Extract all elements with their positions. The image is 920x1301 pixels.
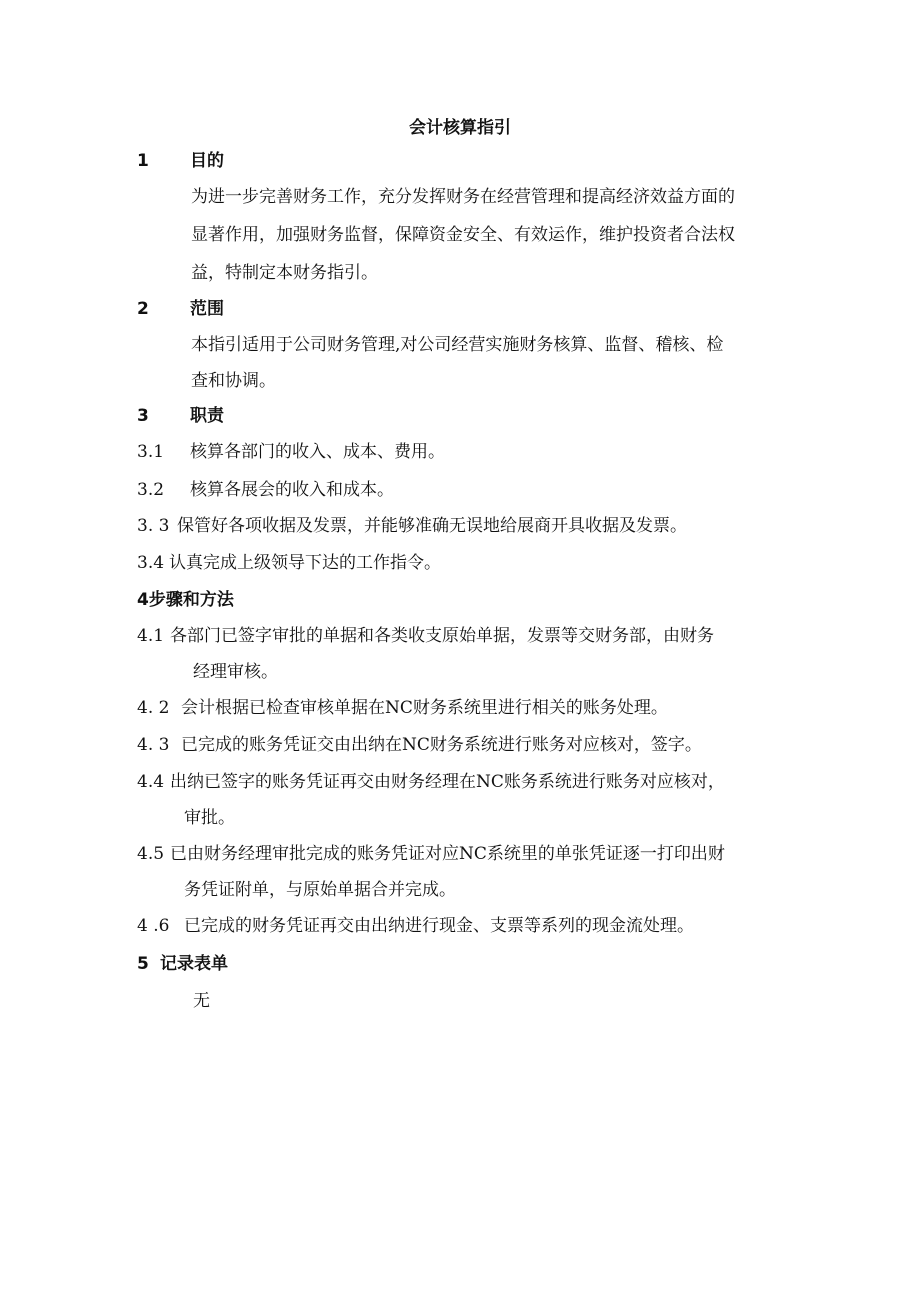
item-3-4-text: 认真完成上级领导下达的工作指令。	[169, 553, 441, 573]
item-4-3-text: 已完成的账务凭证交由出纳在NC财务系统进行账务对应核对，签字。	[181, 735, 702, 755]
document-title: 会计核算指引	[409, 118, 511, 138]
item-3-1-text: 核算各部门的收入、成本、费用。	[190, 442, 445, 462]
item-4-1-continuation: 经理审核。	[193, 662, 278, 682]
item-4-5-continuation: 务凭证附单，与原始单据合并完成。	[184, 880, 456, 900]
section-1-line-2: 显著作用，加强财务监督，保障资金安全、有效运作，维护投资者合法权	[191, 225, 735, 245]
item-4-4-continuation: 审批。	[184, 808, 235, 828]
section-4-heading: 4步骤和方法	[137, 590, 234, 610]
section-3-number: 3	[137, 406, 149, 426]
section-1-heading: 目的	[190, 151, 224, 171]
item-4-2-number: 4. 2	[137, 698, 170, 718]
section-5-body: 无	[193, 991, 210, 1011]
item-4-1-text: 各部门已签字审批的单据和各类收支原始单据，发票等交财务部，由财务	[170, 626, 714, 646]
section-5-number: 5	[137, 954, 149, 974]
item-4-4-text: 出纳已签字的账务凭证再交由财务经理在NC账务系统进行账务对应核对，	[170, 772, 725, 792]
item-4-6-number: 4 .6	[137, 916, 170, 936]
section-1-line-1: 为进一步完善财务工作，充分发挥财务在经营管理和提高经济效益方面的	[191, 187, 735, 207]
item-4-4-number: 4.4	[137, 772, 165, 792]
item-4-3-number: 4. 3	[137, 735, 170, 755]
item-4-5-text: 已由财务经理审批完成的账务凭证对应NC系统里的单张凭证逐一打印出财	[170, 844, 725, 864]
item-4-2-text: 会计根据已检查审核单据在NC财务系统里进行相关的账务处理。	[181, 698, 668, 718]
item-3-2-number: 3.2	[137, 480, 165, 500]
section-1-line-3: 益，特制定本财务指引。	[191, 263, 378, 283]
item-3-2-text: 核算各展会的收入和成本。	[190, 480, 394, 500]
item-4-1-number: 4.1	[137, 626, 165, 646]
section-5-heading: 记录表单	[160, 954, 228, 974]
section-2-line-2: 查和协调。	[191, 371, 276, 391]
item-3-4-number: 3.4	[137, 553, 165, 573]
item-4-6-text: 已完成的财务凭证再交由出纳进行现金、支票等系列的现金流处理。	[184, 916, 694, 936]
section-2-heading: 范围	[190, 299, 224, 319]
section-1-number: 1	[137, 151, 149, 171]
item-3-3-number: 3. 3	[137, 516, 170, 536]
section-3-heading: 职责	[190, 406, 224, 426]
section-2-number: 2	[137, 299, 149, 319]
item-3-3-text: 保管好各项收据及发票，并能够准确无误地给展商开具收据及发票。	[177, 516, 687, 536]
item-3-1-number: 3.1	[137, 442, 165, 462]
section-2-line-1: 本指引适用于公司财务管理,对公司经营实施财务核算、监督、稽核、检	[191, 335, 724, 355]
item-4-5-number: 4.5	[137, 844, 165, 864]
